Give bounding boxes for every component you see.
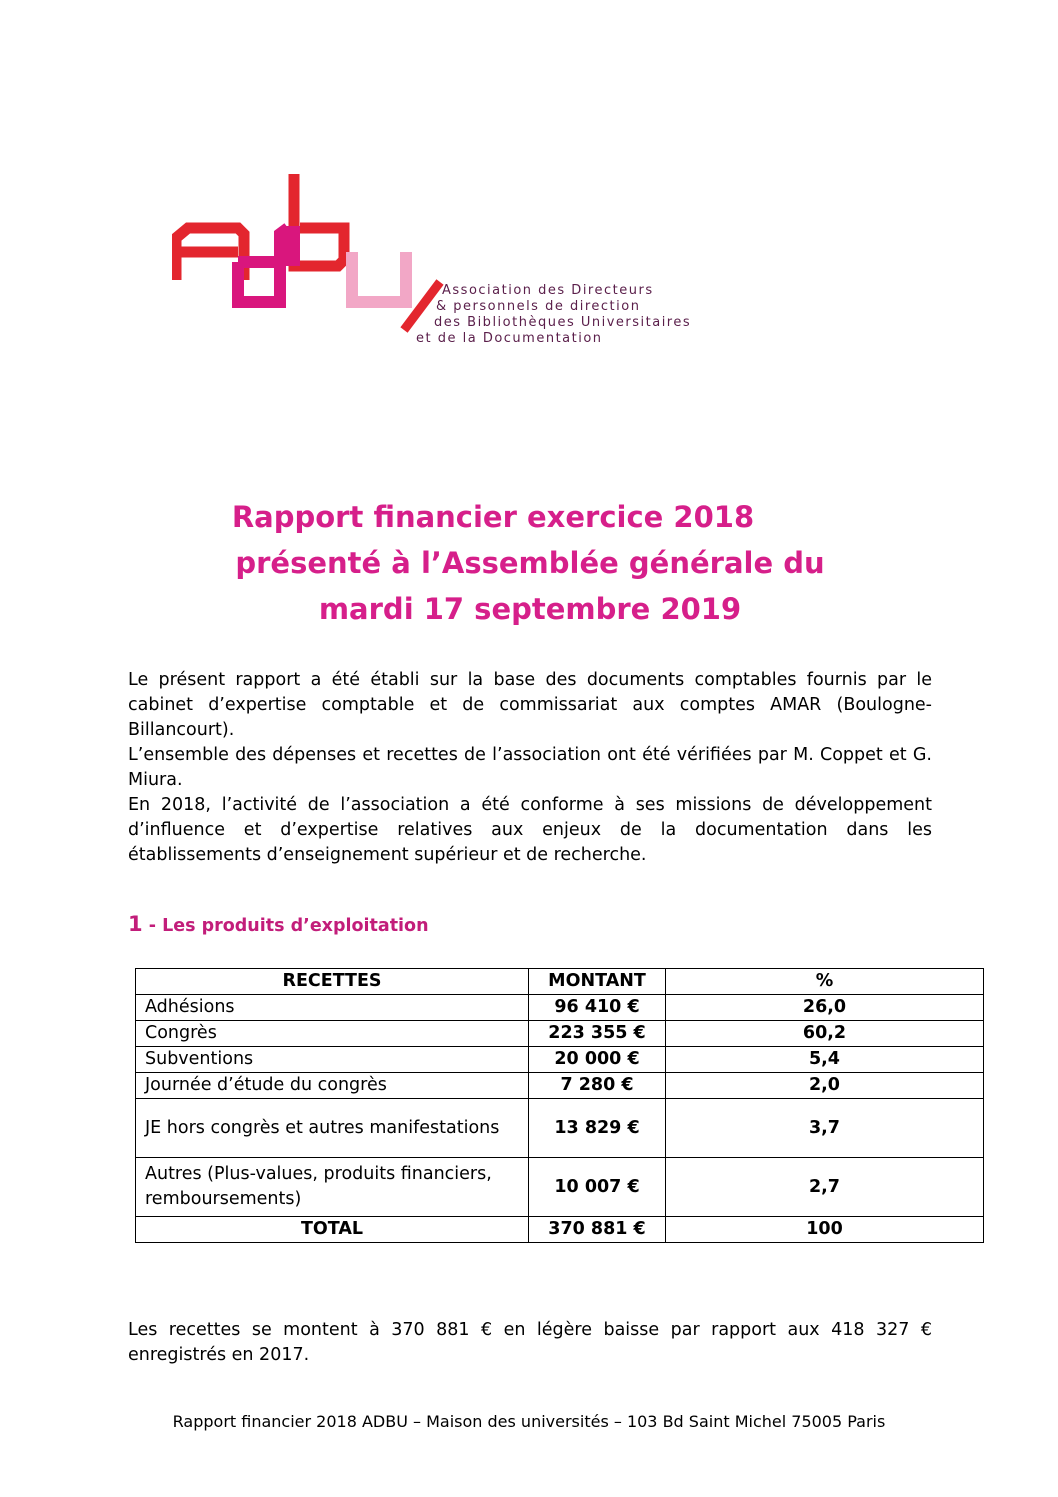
table-row — [136, 1021, 984, 1047]
logo-line: et de la Documentation — [416, 331, 603, 346]
intro-paragraph: En 2018, l’activité de l’association a été conforme à ses missions de développement d’influence et d’expertise relatives aux enjeux de la documentation dans les établissements d’enseignement supérieur et de recherche. — [128, 795, 932, 865]
section-number: 1 — [128, 912, 143, 936]
column-header-percent: % — [666, 969, 984, 995]
row-amount: 223 355 € — [529, 1021, 666, 1047]
table-total-row — [136, 1217, 984, 1243]
row-label: Congrès — [136, 1021, 529, 1047]
table-row — [136, 1158, 984, 1217]
column-header-recettes: RECETTES — [136, 969, 529, 995]
row-amount: 20 000 € — [529, 1047, 666, 1073]
intro-text — [128, 668, 932, 868]
logo-line: des Bibliothèques Universitaires — [434, 315, 692, 330]
total-label: TOTAL — [136, 1217, 529, 1243]
row-label: JE hors congrès et autres manifestations — [136, 1099, 529, 1158]
column-header-montant: MONTANT — [529, 969, 666, 995]
logo-line: Association des Directeurs — [442, 283, 654, 298]
section-heading — [128, 912, 429, 936]
row-percent: 3,7 — [666, 1099, 984, 1158]
table-row — [136, 1047, 984, 1073]
report-title — [200, 494, 860, 632]
row-amount: 10 007 € — [529, 1158, 666, 1217]
intro-paragraph: L’ensemble des dépenses et recettes de l’association ont été vérifiées par M. Coppet et G. Miura. — [128, 745, 932, 790]
row-label: Subventions — [136, 1047, 529, 1073]
title-line-1: Rapport financier exercice 2018 — [231, 500, 755, 534]
row-label: Journée d’étude du congrès — [136, 1073, 529, 1099]
logo-line: & personnels de direction — [436, 299, 641, 314]
intro-paragraph: Le présent rapport a été établi sur la base des documents comptables fournis par le cabinet d’expertise comptable et de commissariat aux comptes AMAR (Boulogne-Billancourt). — [128, 670, 932, 740]
row-percent: 60,2 — [666, 1021, 984, 1047]
table-header-row — [136, 969, 984, 995]
logo-tagline — [416, 283, 691, 347]
row-percent: 26,0 — [666, 995, 984, 1021]
conclusion-text: Les recettes se montent à 370 881 € en légère baisse par rapport aux 418 327 € enregistrés en 2017. — [128, 1320, 932, 1365]
table-row — [136, 1073, 984, 1099]
table-row — [136, 1099, 984, 1158]
row-percent: 2,0 — [666, 1073, 984, 1099]
row-amount: 13 829 € — [529, 1099, 666, 1158]
title-line-3: mardi 17 septembre 2019 — [318, 592, 742, 626]
row-amount: 7 280 € — [529, 1073, 666, 1099]
total-amount: 370 881 € — [529, 1217, 666, 1243]
row-percent: 5,4 — [666, 1047, 984, 1073]
page-footer: Rapport financier 2018 ADBU – Maison des universités – 103 Bd Saint Michel 75005 Paris — [172, 1412, 886, 1431]
row-amount: 96 410 € — [529, 995, 666, 1021]
row-label: Autres (Plus-values, produits financiers, remboursements) — [136, 1158, 529, 1217]
row-label: Adhésions — [136, 995, 529, 1021]
recettes-table — [135, 968, 984, 1243]
section-label: - Les produits d’exploitation — [142, 916, 429, 936]
row-percent: 2,7 — [666, 1158, 984, 1217]
title-line-2: présenté à l’Assemblée générale du — [235, 546, 825, 580]
total-percent: 100 — [666, 1217, 984, 1243]
table-row — [136, 995, 984, 1021]
